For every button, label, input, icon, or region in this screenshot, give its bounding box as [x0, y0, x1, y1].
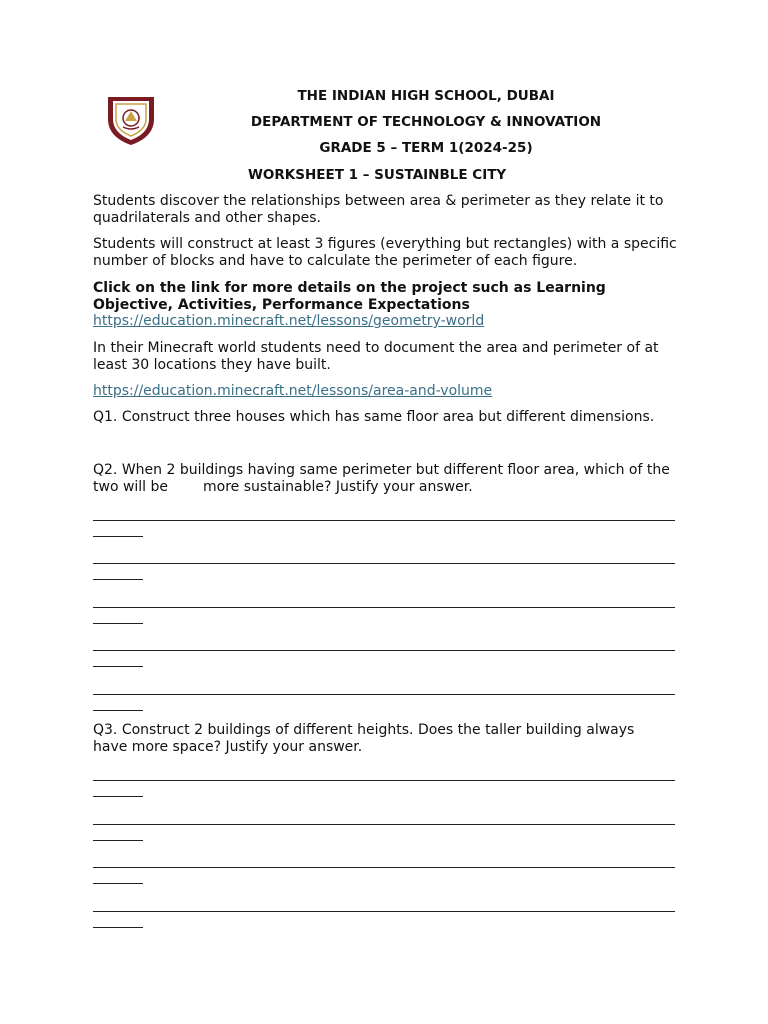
minecraft-paragraph: In their Minecraft world students need to document the area and perimeter of at least 30 locations they have built.	[93, 340, 659, 373]
question-2-part-a: Q2. When 2 buildings having same perimeter but different floor area, which of the two will be	[93, 462, 670, 495]
answer-line[interactable]	[93, 551, 675, 579]
area-volume-link-wrap	[93, 383, 693, 400]
answer-line[interactable]	[93, 682, 675, 710]
answer-line[interactable]	[93, 855, 675, 883]
answer-line[interactable]	[93, 768, 675, 796]
intro-paragraph-1: Students discover the relationships between area & perimeter as they relate it to quadrilaterals and other shapes.	[93, 193, 664, 226]
question-1: Q1. Construct three houses which has same floor area but different dimensions.	[93, 409, 655, 425]
geometry-world-link[interactable]: https://education.minecraft.net/lessons/geometry-world	[93, 313, 485, 329]
question-3: Q3. Construct 2 buildings of different heights. Does the taller building always have more space? Justify your answer.	[93, 722, 635, 755]
question-2	[93, 462, 683, 496]
area-volume-link[interactable]: https://education.minecraft.net/lessons/area-and-volume	[93, 383, 493, 399]
school-name: THE INDIAN HIGH SCHOOL, DUBAI	[297, 88, 555, 104]
grade-term: GRADE 5 – TERM 1(2024-25)	[319, 140, 533, 156]
answer-line[interactable]	[93, 595, 675, 623]
department-name: DEPARTMENT OF TECHNOLOGY & INNOVATION	[250, 114, 602, 130]
project-details-note: Click on the link for more details on the project such as Learning Objective, Activities, Performance Expectations	[93, 280, 606, 313]
answer-line[interactable]	[93, 812, 675, 840]
worksheet-title: WORKSHEET 1 – SUSTAINBLE CITY	[248, 167, 507, 183]
intro-paragraph-2: Students will construct at least 3 figures (everything but rectangles) with a specific number of blocks and have to calculate the perimeter of each figure.	[93, 236, 677, 269]
answer-line[interactable]	[93, 638, 675, 666]
answer-line[interactable]	[93, 899, 675, 927]
geometry-world-link-wrap	[93, 313, 693, 330]
answer-line[interactable]	[93, 508, 675, 536]
question-2-part-b: more sustainable? Justify your answer.	[203, 479, 473, 495]
